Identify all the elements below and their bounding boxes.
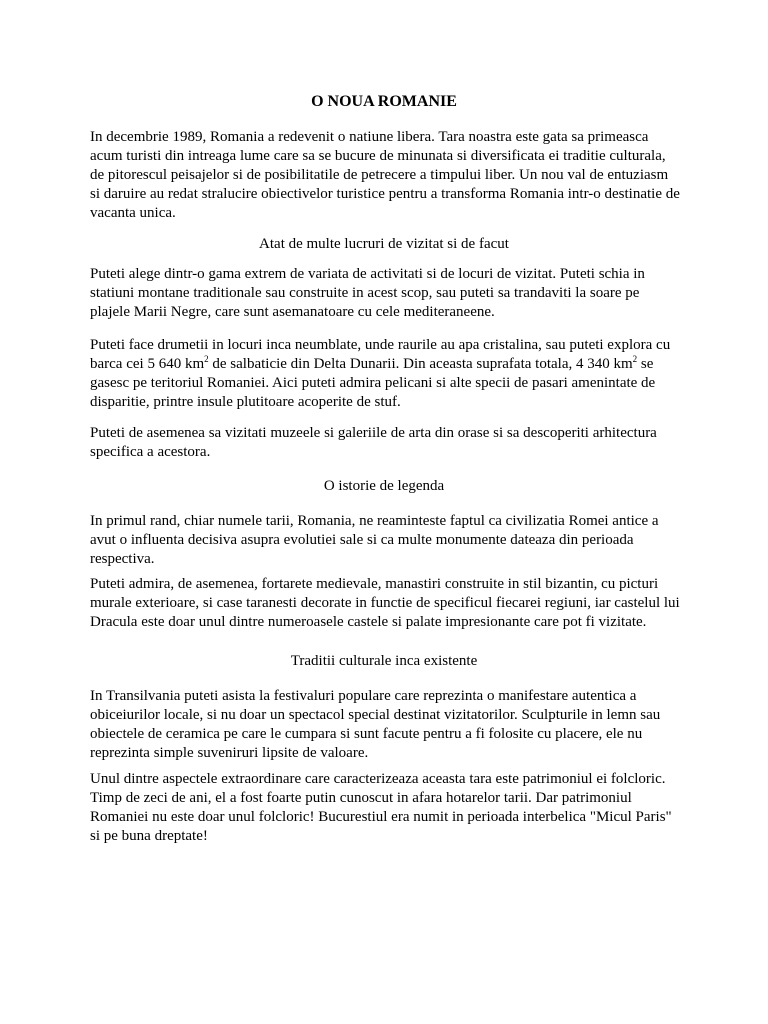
paragraph-folklore: Unul dintre aspectele extraordinare care caracterizeaza aceasta tara este patrimoniul ei folcloric. Timp de zeci de ani, el a fost foarte putin cunoscut in afara hotarelor tarii. Dar patrimoniul Romaniei nu este doar unul folcloric! Bucurestiul era numit in perioada interbelica "Micul Paris" si pe buna dreptate! bbox=[90, 771, 672, 844]
paragraph-museums: Puteti de asemenea sa vizitati muzeele si galeriile de arta din orase si sa descoperiti arhitectura specifica a acestora. bbox=[90, 425, 657, 460]
paragraph-activities: Puteti alege dintr-o gama extrem de variata de activitati si de locuri de vizitat. Puteti schia in statiuni montane traditionale sau construite in acest scop, sau puteti sa trandaviti la soare pe plajele Marii Negre, care sunt asemanatoare cu cele mediteraneene. bbox=[90, 266, 645, 320]
paragraph-danube-delta-part3: se gasesc pe teritoriul Romaniei. Aici puteti admira pelicani si alte specii de pasari amenintate de disparitie, printre insule plutitoare acoperite de stuf. bbox=[90, 356, 656, 410]
section-heading-traditions: Traditii culturale inca existente bbox=[290, 653, 478, 669]
paragraph-history: In primul rand, chiar numele tarii, Romania, ne reaminteste faptul ca civilizatia Romei antice a avut o influenta decisiva asupra evolutiei sale si ca multe monumente dateaza din perioada respectiva. bbox=[90, 513, 659, 567]
paragraph-monuments: Puteti admira, de asemenea, fortarete medievale, manastiri construite in stil bizantin, cu picturi murale exterioare, si case taranesti decorate in functie de specificul fiecarei regiuni, iar castelul lui Dracula este doar unul dintre numeroasele castele si palate impresionante care pot fi vizitate. bbox=[90, 576, 680, 630]
paragraph-danube-delta-part1: Puteti face drumetii in locuri inca neumblate, unde raurile au apa cristalina, sau puteti explora cu barca cei 5 640 km bbox=[90, 337, 671, 372]
section-heading-activities: Atat de multe lucruri de vizitat si de facut bbox=[259, 236, 509, 252]
section-heading-history: O istorie de legenda bbox=[323, 478, 445, 494]
document-title: O NOUA ROMANIE bbox=[311, 93, 457, 110]
superscript-2-second: 2 bbox=[632, 354, 638, 364]
superscript-2-first: 2 bbox=[204, 354, 209, 364]
paragraph-transylvania: In Transilvania puteti asista la festivaluri populare care reprezinta o manifestare autentica a obiceiurilor locale, si nu doar un spectacol special destinat vizitatorilor. Sculpturile in lemn sau obiectele de ceramica pe care le cumpara si sunt facute pentru a fi folosite cu placere, ele nu reprezinta simple suveniruri lipsite de valoare. bbox=[90, 688, 661, 761]
paragraph-danube-delta-part2: de salbaticie din Delta Dunarii. Din aceasta suprafata totala, 4 340 km bbox=[208, 356, 633, 372]
paragraph-intro: In decembrie 1989, Romania a redevenit o natiune libera. Tara noastra este gata sa primeasca acum turisti din intreaga lume care sa se bucure de minunata si diversificata ei traditie culturala, de pitorescul peisajelor si de posibilitatile de petrecere a timpului liber. Un nou val de entuziasm si daruire au redat stralucire obiectivelor turistice pentru a transforma Romania intr-o destinatie de vacanta unica. bbox=[90, 129, 680, 221]
paragraph-danube-delta bbox=[90, 336, 680, 412]
